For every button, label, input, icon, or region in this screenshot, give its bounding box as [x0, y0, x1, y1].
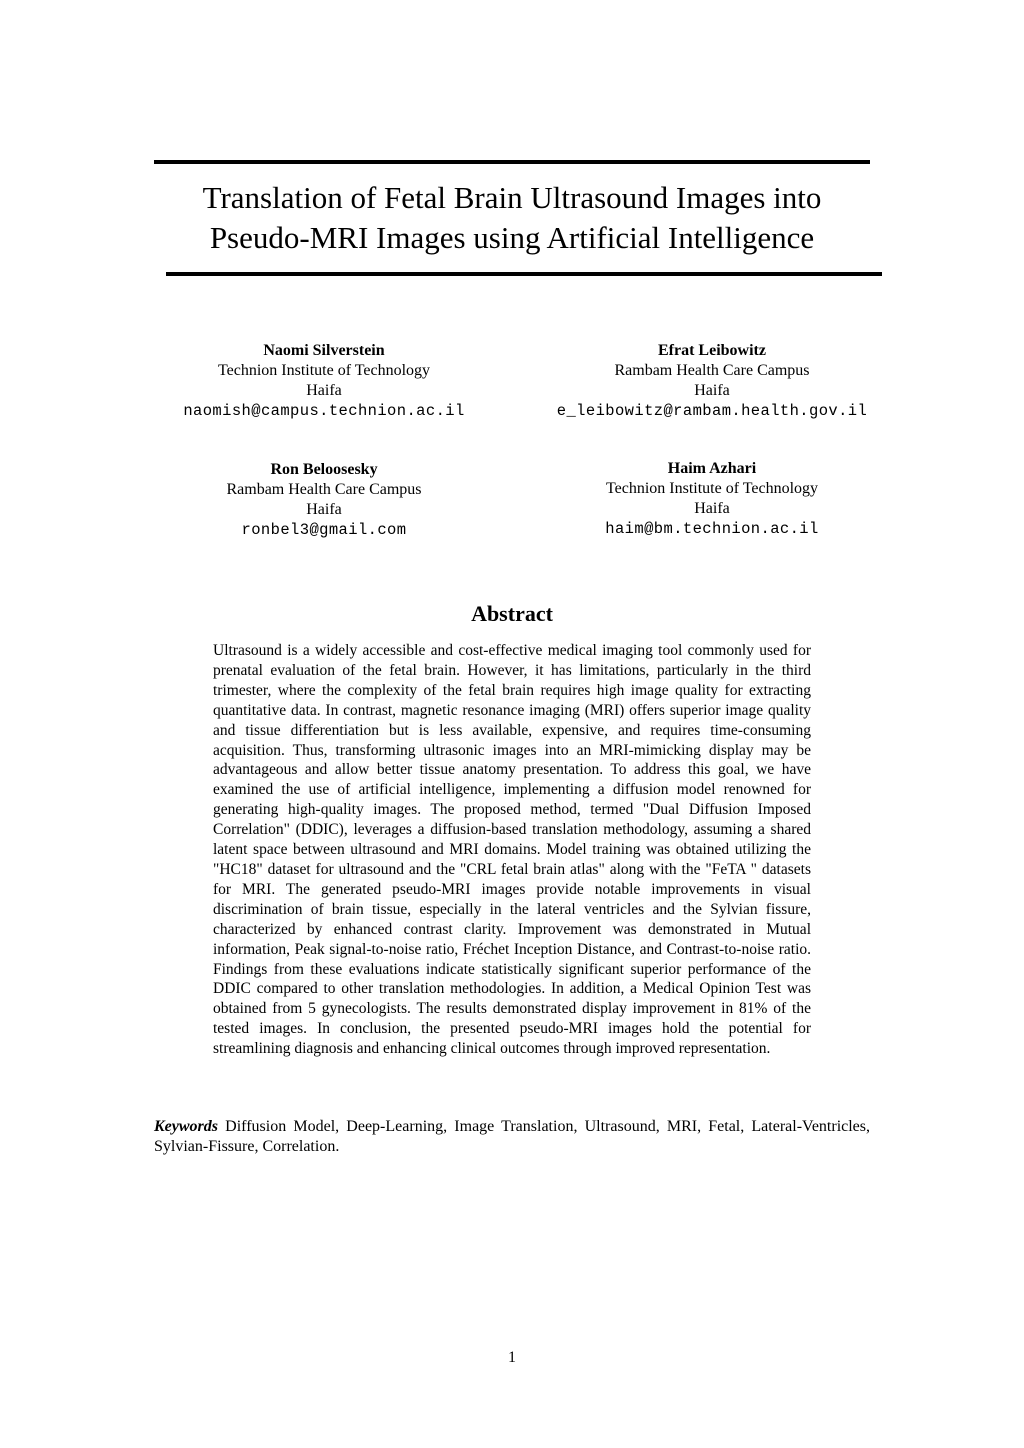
keywords-text: Diffusion Model, Deep-Learning, Image Translation, Ultrasound, MRI, Fetal, Lateral-Ventricles, Sylvian-Fissure, Correlation.: [154, 1118, 871, 1155]
title-line-2: Pseudo-MRI Images using Artificial Intelligence: [209, 220, 815, 255]
abstract-text: Ultrasound is a widely accessible and cost-effective medical imaging tool commonly used for prenatal evaluation of the fetal brain. However, it has limitations, particularly in the third trimester, where the complexity of the fetal brain requires high image quality for extracting quantitative data. In contrast, magnetic resonance imaging (MRI) offers superior image quality and tissue differentiation but is less available, expensive, and requires time-consuming acquisition. Thus, transforming ultrasonic images into an MRI-mimicking display may be advantageous and allow better tissue anatomy presentation. To address this goal, we have examined the use of artificial intelligence, implementing a diffusion model renowned for generating high-quality images. The proposed method, termed "Dual Diffusion Imposed Correlation" (DDIC), leverages a diffusion-based translation methodology, assuming a shared latent space between ultrasound and MRI domains. Model training was obtained utilizing the "HC18" dataset for ultrasound and the "CRL fetal brain atlas" along with the "FeTA " datasets for MRI. The generated pseudo-MRI images provide notable improvements in visual discrimination of brain tissue, especially in the lateral ventricles and the Sylvian fissure, characterized by enhanced contrast clarity. Improvement was demonstrated in Mutual information, Peak signal-to-noise ratio, Fréchet Inception Distance, and Contrast-to-noise ratio. Findings from these evaluations indicate statistically significant superior performance of the DDIC compared to other translation methodologies. In addition, a Medical Opinion Test was obtained from 5 gynecologists. The results demonstrated display improvement in 81% of the tested images. In conclusion, the presented pseudo-MRI images hold the potential for streamlining diagnosis and enhancing clinical outcomes through improved representation.: [213, 642, 811, 1058]
author-affiliation: Technion Institute of Technology: [605, 480, 819, 497]
author-email[interactable]: haim@bm.technion.ac.il: [605, 520, 819, 538]
author-affiliation: Rambam Health Care Campus: [226, 481, 422, 498]
keywords-paragraph: [154, 1117, 870, 1157]
author-affiliation: Technion Institute of Technology: [217, 362, 431, 379]
top-rule: [154, 160, 870, 164]
author-block: [144, 341, 504, 421]
author-name: Ron Beloosesky: [270, 461, 378, 478]
author-block: [532, 459, 892, 539]
author-affiliation: Rambam Health Care Campus: [614, 362, 810, 379]
abstract-heading: Abstract: [471, 601, 553, 626]
author-email[interactable]: e_leibowitz@rambam.health.gov.il: [556, 402, 868, 420]
author-city: Haifa: [306, 501, 342, 518]
author-name: Naomi Silverstein: [263, 342, 385, 359]
author-email[interactable]: naomish@campus.technion.ac.il: [183, 402, 465, 420]
keywords-label: Keywords: [154, 1118, 218, 1135]
author-city: Haifa: [694, 382, 730, 399]
author-city: Haifa: [306, 382, 342, 399]
author-block: [144, 460, 504, 540]
author-email[interactable]: ronbel3@gmail.com: [241, 521, 407, 539]
author-name: Efrat Leibowitz: [658, 342, 766, 359]
bottom-rule: [166, 272, 882, 276]
author-city: Haifa: [694, 500, 730, 517]
author-name: Haim Azhari: [667, 460, 757, 477]
author-block: [532, 341, 892, 421]
page-number: 1: [508, 1349, 516, 1366]
title-line-1: Translation of Fetal Brain Ultrasound Images into: [202, 180, 822, 215]
paper-title: [0, 178, 1024, 258]
